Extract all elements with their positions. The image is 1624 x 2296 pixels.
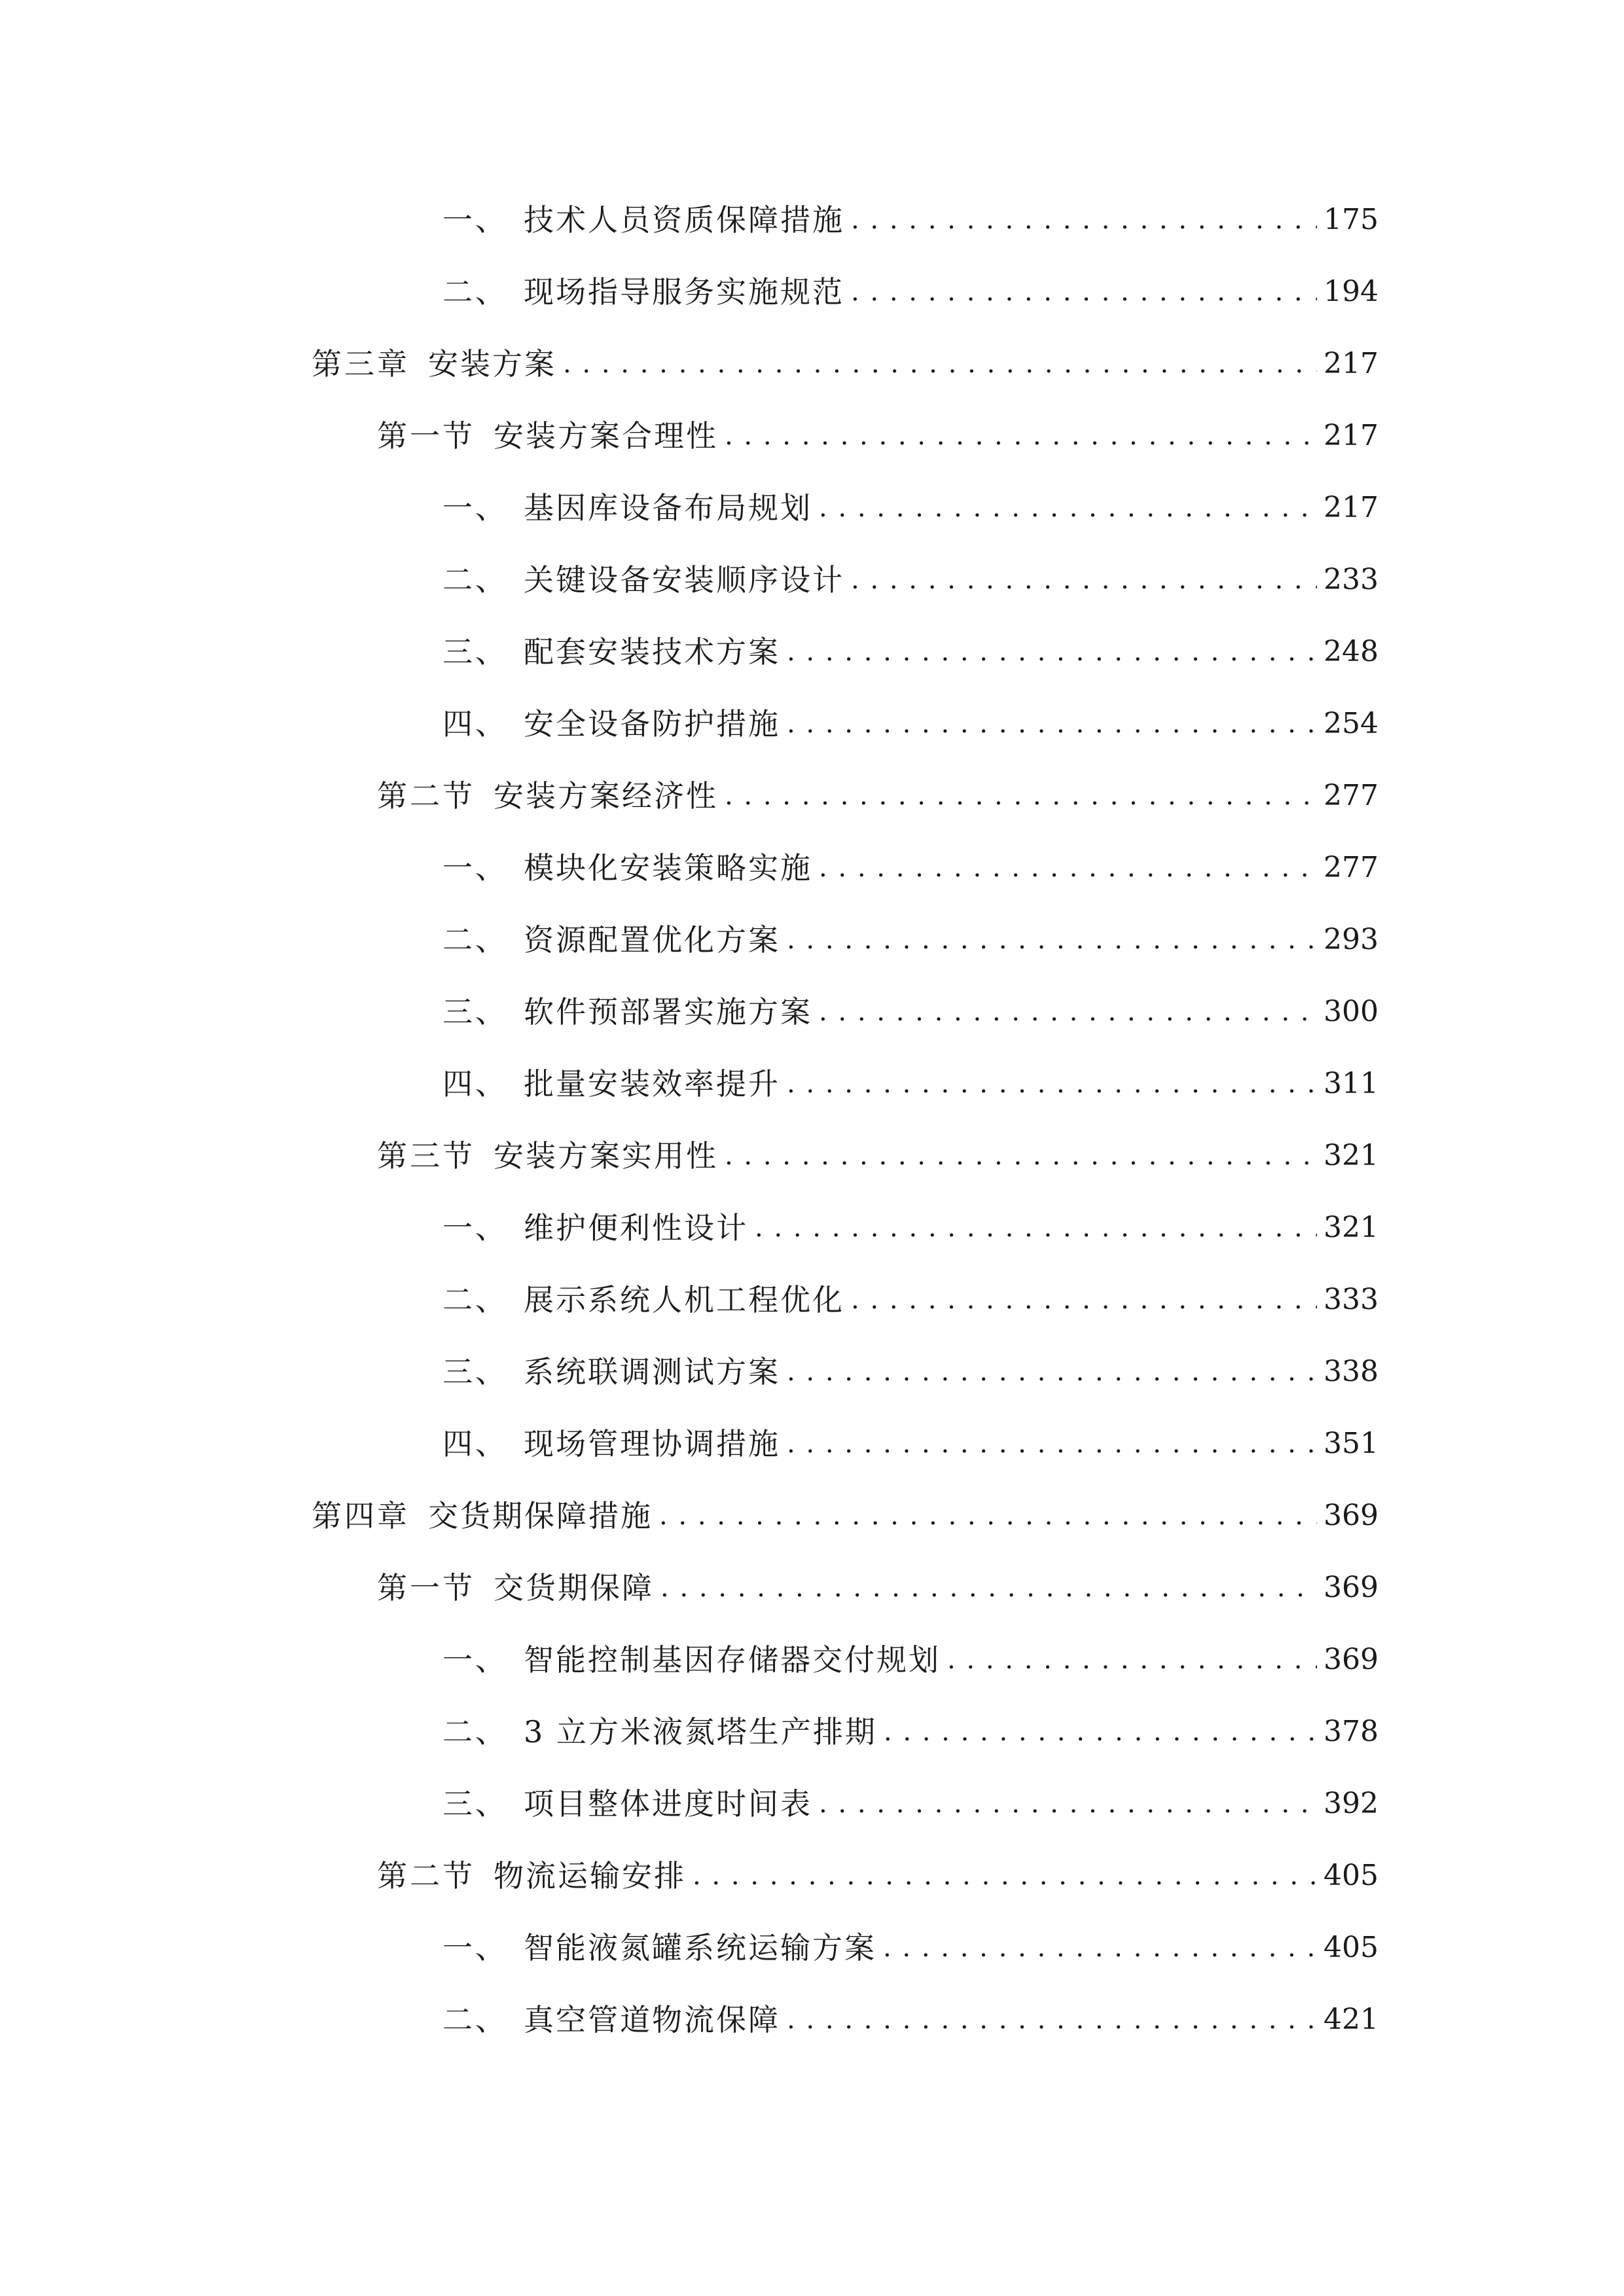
toc-entry-title: 模块化安装策略实施 xyxy=(524,850,812,886)
toc-entry-title: 配套安装技术方案 xyxy=(524,634,780,670)
dot-leader xyxy=(659,1493,1317,1539)
dot-leader xyxy=(851,269,1317,315)
toc-entry-section[interactable] xyxy=(377,773,1379,819)
toc-entry[interactable] xyxy=(442,1997,1379,2043)
toc-entry-page: 194 xyxy=(1324,275,1379,308)
toc-entry[interactable] xyxy=(442,1421,1379,1467)
toc-entry-page: 369 xyxy=(1324,1571,1379,1604)
toc-entry-prefix: 一、 xyxy=(442,490,508,526)
toc-entry-prefix: 第三节 xyxy=(377,1138,475,1174)
toc-entry[interactable] xyxy=(442,1205,1379,1251)
toc-entry-page: 293 xyxy=(1324,923,1379,956)
toc-entry[interactable] xyxy=(442,1781,1379,1827)
toc-entry-prefix: 四、 xyxy=(442,1066,508,1102)
toc-entry-prefix: 二、 xyxy=(442,562,508,598)
dot-leader xyxy=(563,341,1317,387)
dot-leader xyxy=(725,413,1317,459)
toc-entry[interactable] xyxy=(442,989,1379,1035)
toc-entry[interactable] xyxy=(442,845,1379,891)
dot-leader xyxy=(787,917,1317,963)
dot-leader xyxy=(819,845,1317,891)
toc-entry[interactable] xyxy=(442,557,1379,603)
toc-entry-prefix: 第一节 xyxy=(377,1570,475,1605)
toc-entry[interactable] xyxy=(442,1709,1379,1755)
dot-leader xyxy=(787,1997,1317,2043)
toc-entry-prefix: 第二节 xyxy=(377,1858,475,1893)
toc-entry[interactable] xyxy=(442,269,1379,315)
toc-entry-page: 300 xyxy=(1324,995,1379,1028)
toc-entry-page: 217 xyxy=(1324,347,1379,380)
toc-entry-page: 369 xyxy=(1324,1499,1379,1532)
toc-entry[interactable] xyxy=(442,485,1379,531)
toc-entry-prefix: 二、 xyxy=(442,274,508,310)
toc-entry-title: 安装方案实用性 xyxy=(494,1138,718,1174)
dot-leader xyxy=(883,1925,1317,1971)
toc-entry-prefix: 一、 xyxy=(442,850,508,886)
toc-entry-title: 关键设备安装顺序设计 xyxy=(524,562,844,598)
toc-entry-title: 现场指导服务实施规范 xyxy=(524,274,844,310)
toc-entry-prefix: 二、 xyxy=(442,1282,508,1318)
dot-leader xyxy=(851,557,1317,603)
toc-entry[interactable] xyxy=(442,701,1379,747)
toc-entry-page: 405 xyxy=(1324,1859,1379,1892)
dot-leader xyxy=(787,701,1317,747)
toc-entry-prefix: 四、 xyxy=(442,1426,508,1462)
toc-entry-chapter[interactable] xyxy=(312,1493,1379,1539)
toc-entry-prefix: 三、 xyxy=(442,634,508,670)
toc-entry-title: 智能液氮罐系统运输方案 xyxy=(524,1930,876,1965)
toc-entry[interactable] xyxy=(442,1277,1379,1323)
dot-leader xyxy=(787,629,1317,675)
toc-entry[interactable] xyxy=(442,629,1379,675)
toc-entry-section[interactable] xyxy=(377,1133,1379,1179)
toc-entry-page: 321 xyxy=(1324,1139,1379,1172)
dot-leader xyxy=(884,1709,1317,1755)
toc-entry-prefix: 第二节 xyxy=(377,778,475,814)
toc-entry-prefix: 一、 xyxy=(442,1930,508,1965)
dot-leader xyxy=(787,1061,1317,1107)
toc-entry-page: 321 xyxy=(1324,1211,1379,1244)
toc-entry-title: 系统联调测试方案 xyxy=(524,1354,780,1390)
toc-entry-title: 资源配置优化方案 xyxy=(524,922,780,958)
toc-entry-page: 277 xyxy=(1324,851,1379,884)
toc-entry-page: 233 xyxy=(1324,563,1379,596)
toc-entry-page: 311 xyxy=(1324,1067,1379,1100)
dot-leader xyxy=(819,1781,1317,1827)
toc-entry-title: 技术人员资质保障措施 xyxy=(524,202,844,238)
toc-entry-chapter[interactable] xyxy=(312,341,1379,387)
toc-entry-prefix: 四、 xyxy=(442,706,508,742)
toc-entry-prefix: 第三章 xyxy=(312,346,410,382)
dot-leader xyxy=(787,1421,1317,1467)
toc-entry-title: 基因库设备布局规划 xyxy=(524,490,812,526)
toc-entry-prefix: 第四章 xyxy=(312,1498,410,1534)
toc-entry[interactable] xyxy=(442,1061,1379,1107)
toc-entry-title: 维护便利性设计 xyxy=(524,1210,748,1246)
toc-entry-title: 安装方案 xyxy=(428,346,556,382)
dot-leader xyxy=(851,197,1317,243)
toc-entry-prefix: 二、 xyxy=(442,1714,508,1749)
toc-entry-page: 421 xyxy=(1324,2003,1379,2036)
toc-entry-prefix: 一、 xyxy=(442,202,508,238)
toc-entry[interactable] xyxy=(442,1349,1379,1395)
dot-leader xyxy=(693,1853,1317,1899)
dot-leader xyxy=(819,485,1317,531)
toc-entry[interactable] xyxy=(442,197,1379,243)
toc-entry-prefix: 第一节 xyxy=(377,418,475,454)
toc-entry-title: 现场管理协调措施 xyxy=(524,1426,780,1462)
dot-leader xyxy=(787,1349,1317,1395)
dot-leader xyxy=(725,1133,1317,1179)
toc-entry-title: 安装方案合理性 xyxy=(494,418,718,454)
toc-entry-title: 软件预部署实施方案 xyxy=(524,994,812,1030)
dot-leader xyxy=(947,1637,1317,1683)
toc-entry-title: 安装方案经济性 xyxy=(494,778,718,814)
toc-entry-page: 248 xyxy=(1324,635,1379,668)
toc-entry-title: 交货期保障 xyxy=(494,1570,654,1605)
toc-entry-section[interactable] xyxy=(377,1565,1379,1611)
toc-entry-prefix: 三、 xyxy=(442,1354,508,1390)
toc-entry-title: 批量安装效率提升 xyxy=(524,1066,780,1102)
toc-entry[interactable] xyxy=(442,917,1379,963)
toc-entry-page: 351 xyxy=(1324,1427,1379,1460)
dot-leader xyxy=(851,1277,1317,1323)
toc-entry-prefix: 二、 xyxy=(442,2002,508,2037)
toc-entry-page: 217 xyxy=(1324,491,1379,524)
dot-leader xyxy=(755,1205,1317,1251)
dot-leader xyxy=(819,989,1317,1035)
toc-entry-prefix: 三、 xyxy=(442,1786,508,1821)
dot-leader xyxy=(725,773,1317,819)
toc-entry[interactable] xyxy=(442,1925,1379,1971)
toc-entry-page: 333 xyxy=(1324,1283,1379,1316)
toc-entry-page: 392 xyxy=(1324,1787,1379,1820)
toc-entry-prefix: 一、 xyxy=(442,1642,508,1677)
toc-entry-prefix: 二、 xyxy=(442,922,508,958)
toc-entry-section[interactable] xyxy=(377,1853,1379,1899)
toc-entry-title: 项目整体进度时间表 xyxy=(524,1786,812,1821)
toc-entry-page: 277 xyxy=(1324,779,1379,812)
toc-entry-title: 展示系统人机工程优化 xyxy=(524,1282,844,1318)
toc-entry-title: 3 立方米液氮塔生产排期 xyxy=(524,1714,877,1749)
toc-entry-page: 217 xyxy=(1324,419,1379,452)
toc-entry-page: 369 xyxy=(1324,1643,1379,1676)
toc-entry-title: 安全设备防护措施 xyxy=(524,706,780,742)
toc-entry-page: 405 xyxy=(1324,1931,1379,1964)
toc-entry-page: 175 xyxy=(1324,203,1379,236)
toc-entry-title: 智能控制基因存储器交付规划 xyxy=(524,1642,941,1677)
toc-entry-section[interactable] xyxy=(377,413,1379,459)
dot-leader xyxy=(660,1565,1317,1611)
toc-entry[interactable] xyxy=(442,1637,1379,1683)
toc-entry-title: 交货期保障措施 xyxy=(428,1498,653,1534)
toc-entry-title: 物流运输安排 xyxy=(494,1858,686,1893)
toc-entry-prefix: 一、 xyxy=(442,1210,508,1246)
toc-entry-page: 338 xyxy=(1324,1355,1379,1388)
toc-entry-page: 378 xyxy=(1324,1715,1379,1748)
toc-entry-page: 254 xyxy=(1324,707,1379,740)
toc-entry-prefix: 三、 xyxy=(442,994,508,1030)
toc-entry-title: 真空管道物流保障 xyxy=(524,2002,780,2037)
